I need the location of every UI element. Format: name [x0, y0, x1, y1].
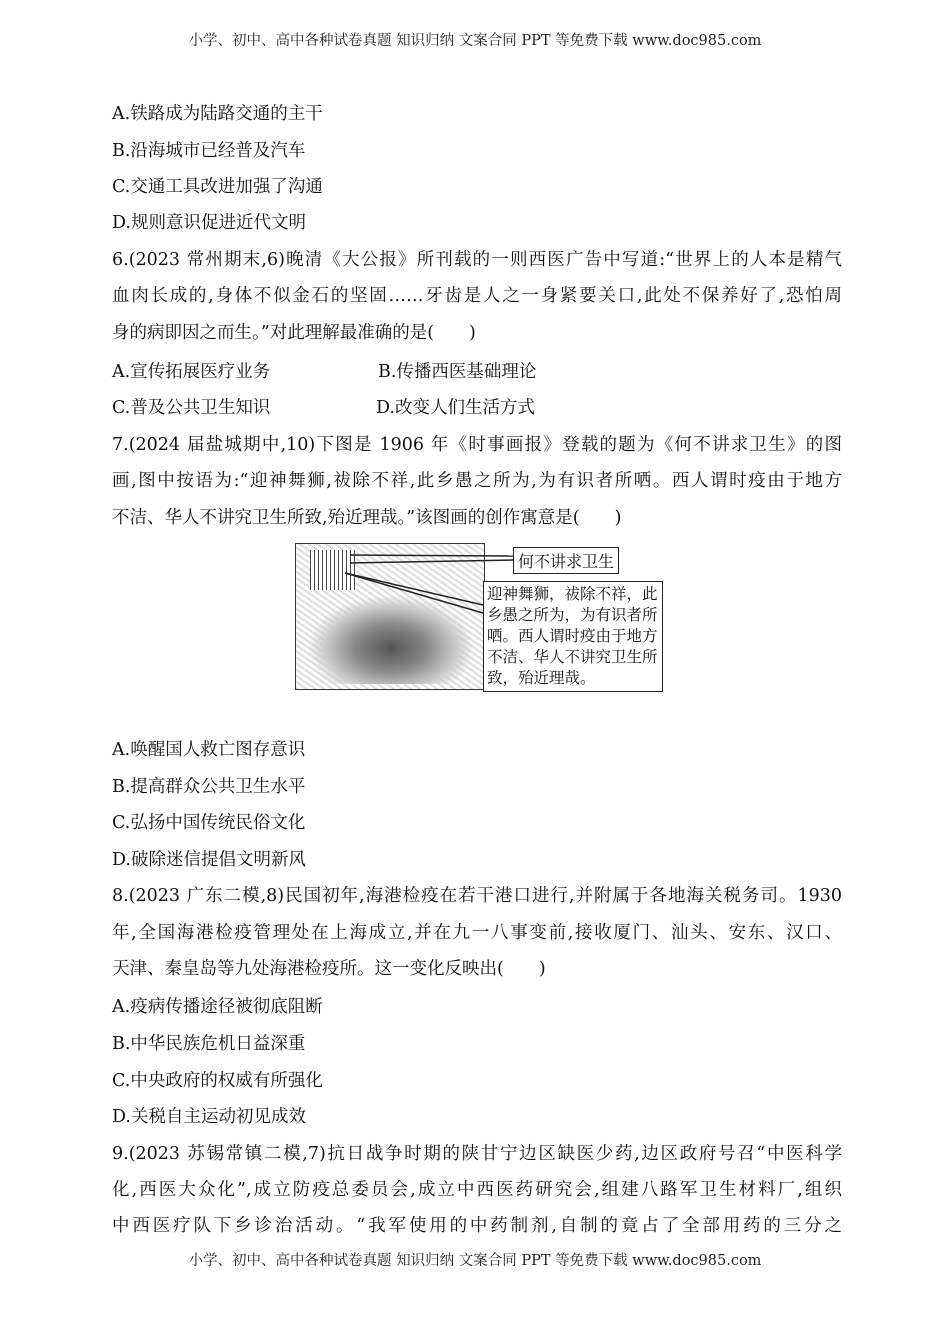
- q6-options-row2: [112, 397, 842, 419]
- q8-stem-line: 8.(2023 广东二模,8)民国初年,海港检疫在若干港口进行,并附属于各地海关税务司。1930: [112, 886, 842, 906]
- q9-stem-line: 中西医疗队下乡诊治活动。“我军使用的中药制剂,自制的竟占了全部用药的三分之: [112, 1216, 842, 1236]
- figure-caption-label: 迎神舞狮，祓除不祥，此乡愚之所为，为有识者所哂。西人谓时疫由于地方不洁、华人不讲究卫生所致，殆近理哉。: [483, 581, 663, 692]
- q5-option-c: C.交通工具改进加强了沟通: [112, 177, 323, 197]
- q7-stem-line: 不洁、华人不讲究卫生所致,殆近理哉。”该图画的创作寓意是( ): [112, 508, 622, 528]
- page-footer: 小学、初中、高中各种试卷真题 知识归纳 文案合同 PPT 等免费下载 www.doc985.com: [188, 1253, 762, 1269]
- q8-option-b: B.中华民族危机日益深重: [112, 1034, 306, 1054]
- q8-option-c: C.中央政府的权威有所强化: [112, 1071, 323, 1091]
- q5-option-b: B.沿海城市已经普及汽车: [112, 141, 306, 161]
- q6-stem-line: 身的病即因之而生。”对此理解最准确的是( ): [112, 323, 476, 343]
- q7-option-a: A.唤醒国人救亡图存意识: [112, 740, 306, 760]
- q7-stem-line: 画,图中按语为:“迎神舞狮,祓除不祥,此乡愚之所为,为有识者所哂。西人谓时疫由于地方: [112, 471, 842, 491]
- q6-stem-line: 6.(2023 常州期末,6)晚清《大公报》所刊载的一则西医广告中写道:“世界上的人本是精气: [112, 250, 842, 270]
- q8-stem-line: 年,全国海港检疫管理处在上海成立,并在九一八事变前,接收厦门、汕头、安东、汉口、: [112, 923, 842, 943]
- q6-option-d: D.改变人们生活方式: [376, 398, 535, 418]
- figure-title-label: 何不讲求卫生: [513, 547, 619, 574]
- q6-stem-line: 血肉长成的,身体不似金石的坚固……牙齿是人之一身紧要关口,此处不保养好了,恐怕周: [112, 286, 842, 306]
- q9-stem-line: 化,西医大众化”,成立防疫总委员会,成立中西医药研究会,组建八路军卫生材料厂,组织: [112, 1180, 842, 1200]
- q6-option-a: A.宣传拓展医疗业务: [112, 362, 271, 382]
- q8-stem-line: 天津、秦皇岛等九处海港检疫所。这一变化反映出( ): [112, 959, 546, 979]
- q6-option-b: B.传播西医基础理论: [378, 362, 537, 382]
- q7-option-b: B.提高群众公共卫生水平: [112, 777, 306, 797]
- q7-figure: [295, 543, 657, 690]
- page-header: 小学、初中、高中各种试卷真题 知识归纳 文案合同 PPT 等免费下载 www.doc985.com: [188, 33, 762, 49]
- q8-option-d: D.关税自主运动初见成效: [112, 1107, 306, 1127]
- q6-option-c: C.普及公共卫生知识: [112, 398, 271, 418]
- q9-stem-line: 9.(2023 苏锡常镇二模,7)抗日战争时期的陕甘宁边区缺医少药,边区政府号召“中医科学: [112, 1144, 842, 1164]
- q8-option-a: A.疫病传播途径被彻底阻断: [112, 997, 323, 1017]
- q5-option-d: D.规则意识促进近代文明: [112, 213, 306, 233]
- q7-option-d: D.破除迷信提倡文明新风: [112, 850, 306, 870]
- q7-option-c: C.弘扬中国传统民俗文化: [112, 813, 306, 833]
- q7-stem-line: 7.(2024 届盐城期中,10)下图是 1906 年《时事画报》登载的题为《何不讲求卫生》的图: [112, 435, 842, 455]
- q6-options-row1: [112, 361, 842, 383]
- q5-option-a: A.铁路成为陆路交通的主干: [112, 104, 323, 124]
